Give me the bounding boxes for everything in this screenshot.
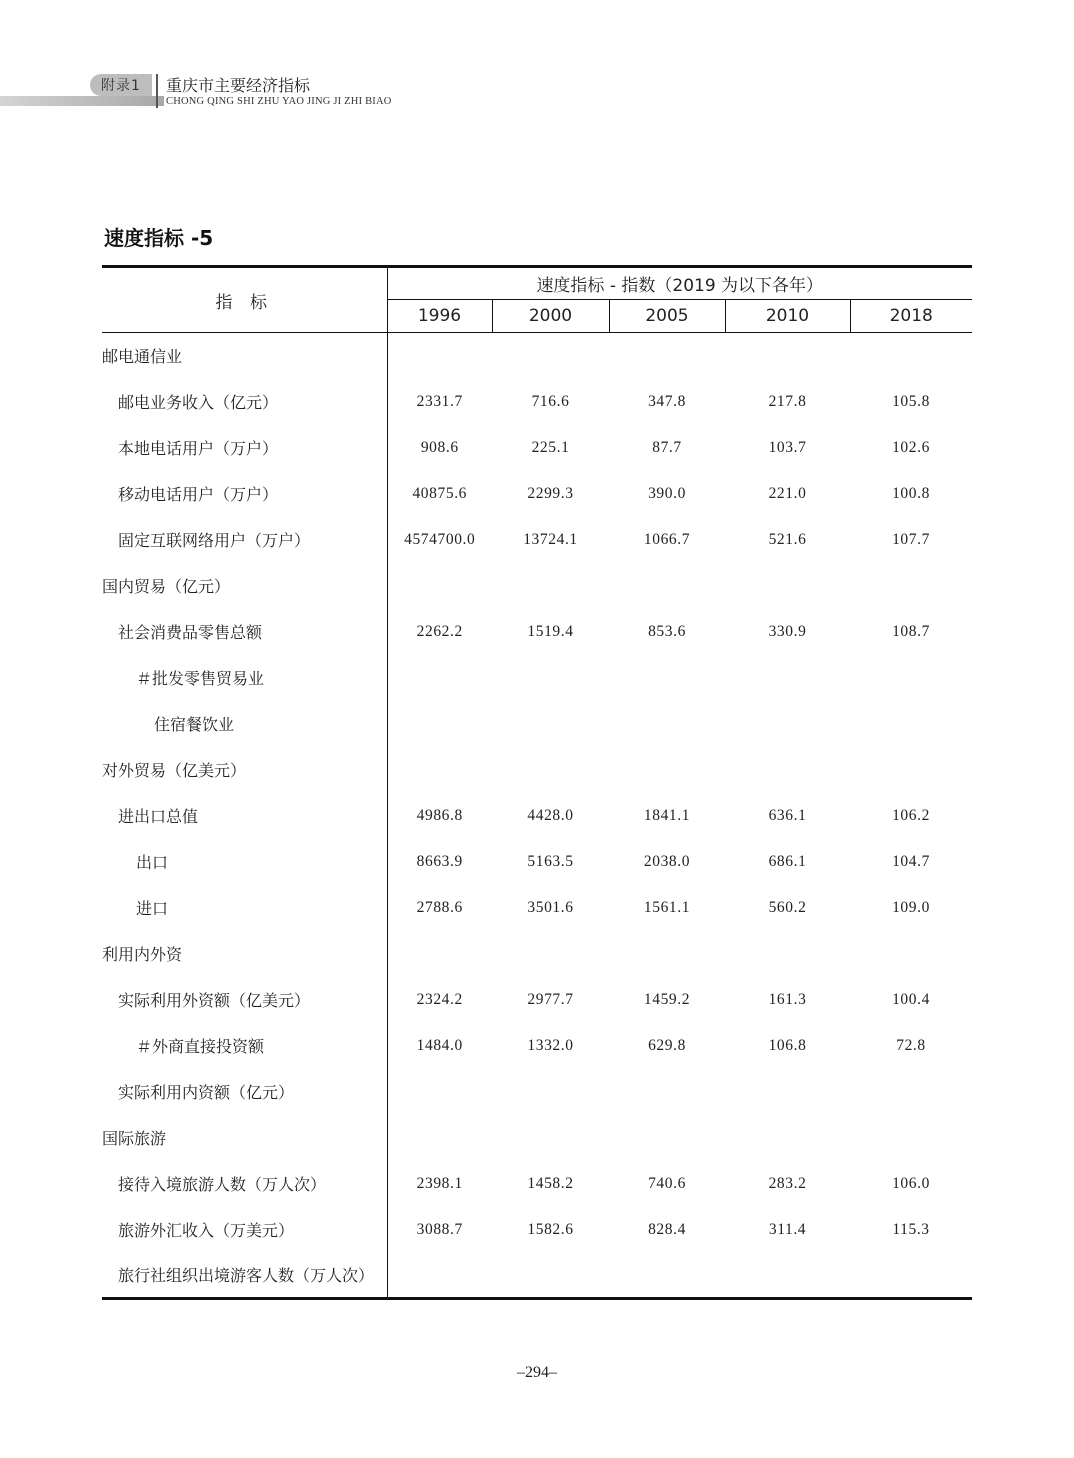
- index-value-cell: 283.2: [768, 1174, 807, 1192]
- index-value-cell: 4428.0: [527, 806, 574, 824]
- index-value-cell: 853.6: [648, 622, 686, 640]
- indicator-label: 进出口总值: [102, 793, 387, 839]
- index-value-cell: 107.7: [892, 530, 930, 548]
- index-value-cell: 13724.1: [523, 530, 578, 548]
- index-value-cell: 686.1: [768, 852, 807, 870]
- indicator-label: 国内贸易（亿元）: [102, 563, 387, 609]
- indicator-label: ＃批发零售贸易业: [102, 655, 387, 701]
- index-value-cell: 102.6: [892, 438, 930, 456]
- index-value-cell: [725, 747, 850, 793]
- index-value-cell: [850, 1115, 972, 1161]
- index-value-cell: [387, 1253, 492, 1299]
- index-value-cell: 740.6: [648, 1174, 686, 1192]
- table-row: [102, 563, 972, 609]
- index-value-cell: [609, 333, 725, 379]
- index-value-cell: [725, 1069, 850, 1115]
- running-header-title: 重庆市主要经济指标: [166, 76, 311, 95]
- index-value-cell: 2299.3: [527, 484, 574, 502]
- index-value-cell: 103.7: [768, 438, 807, 456]
- index-value-cell: [387, 655, 492, 701]
- index-value-cell: [387, 333, 492, 379]
- index-value-cell: 104.7: [892, 852, 930, 870]
- index-value-cell: 908.6: [420, 438, 459, 456]
- running-header-subtitle: CHONG QING SHI ZHU YAO JING JI ZHI BIAO: [166, 96, 392, 107]
- index-value-cell: [492, 563, 609, 609]
- index-value-cell: 521.6: [768, 530, 807, 548]
- index-value-cell: [850, 563, 972, 609]
- index-value-cell: 3088.7: [416, 1220, 463, 1238]
- index-value-cell: [492, 1069, 609, 1115]
- header-divider: [156, 74, 158, 108]
- index-value-cell: 1458.2: [527, 1174, 574, 1192]
- indicator-label: 社会消费品零售总额: [102, 609, 387, 655]
- indicator-label: 邮电业务收入（亿元）: [102, 379, 387, 425]
- speed-indicators-table: [102, 265, 972, 1300]
- index-value-cell: 2398.1: [416, 1174, 463, 1192]
- index-value-cell: 636.1: [768, 806, 807, 824]
- index-value-cell: [387, 563, 492, 609]
- index-value-cell: [492, 931, 609, 977]
- table-row: [102, 425, 972, 471]
- page-number: –294–: [517, 1364, 557, 1381]
- index-value-cell: [492, 333, 609, 379]
- table-row: [102, 839, 972, 885]
- index-value-cell: [725, 655, 850, 701]
- index-value-cell: 330.9: [768, 622, 807, 640]
- index-value-cell: 629.8: [648, 1036, 686, 1054]
- table-row: [102, 1069, 972, 1115]
- index-value-cell: 100.8: [892, 484, 930, 502]
- index-value-cell: [850, 747, 972, 793]
- index-value-cell: [850, 1253, 972, 1299]
- table-row: [102, 609, 972, 655]
- index-value-cell: [725, 333, 850, 379]
- index-value-cell: 828.4: [648, 1220, 686, 1238]
- index-value-cell: 8663.9: [416, 852, 463, 870]
- index-value-cell: 1519.4: [527, 622, 574, 640]
- table-row: [102, 747, 972, 793]
- indicator-label: 本地电话用户（万户）: [102, 425, 387, 471]
- index-value-cell: 1841.1: [643, 806, 691, 824]
- index-value-cell: [387, 701, 492, 747]
- table-row: [102, 471, 972, 517]
- table-row: [102, 1023, 972, 1069]
- table-row: [102, 793, 972, 839]
- year-header: 2000: [492, 300, 609, 333]
- index-group-header: 速度指标 - 指数（2019 为以下各年）: [387, 267, 972, 300]
- index-value-cell: 106.2: [892, 806, 930, 824]
- indicator-label: 固定互联网络用户（万户）: [102, 517, 387, 563]
- indicator-label: 国际旅游: [102, 1115, 387, 1161]
- index-value-cell: 2977.7: [527, 990, 574, 1008]
- index-value-cell: 1332.0: [527, 1036, 574, 1054]
- index-value-cell: 106.0: [892, 1174, 930, 1192]
- index-value-cell: 100.4: [892, 990, 930, 1008]
- index-value-cell: 3501.6: [527, 898, 574, 916]
- index-value-cell: [492, 747, 609, 793]
- index-value-cell: 1459.2: [643, 990, 691, 1008]
- index-value-cell: 109.0: [892, 898, 930, 916]
- table-row: [102, 1115, 972, 1161]
- index-value-cell: 225.1: [531, 438, 570, 456]
- index-value-cell: 108.7: [892, 622, 930, 640]
- index-value-cell: [725, 1253, 850, 1299]
- indicator-label: 利用内外资: [102, 931, 387, 977]
- index-value-cell: [850, 931, 972, 977]
- indicator-label: 邮电通信业: [102, 333, 387, 379]
- index-value-cell: 390.0: [648, 484, 686, 502]
- index-value-cell: 1561.1: [643, 898, 691, 916]
- index-value-cell: 2788.6: [416, 898, 463, 916]
- table-row: [102, 333, 972, 379]
- year-header: 2018: [850, 300, 972, 333]
- table-row: [102, 885, 972, 931]
- index-value-cell: 2038.0: [643, 852, 691, 870]
- index-value-cell: 2324.2: [416, 990, 463, 1008]
- index-value-cell: [492, 655, 609, 701]
- indicator-label: 移动电话用户（万户）: [102, 471, 387, 517]
- index-value-cell: [609, 931, 725, 977]
- index-value-cell: [850, 655, 972, 701]
- index-value-cell: [387, 1069, 492, 1115]
- index-value-cell: [609, 1069, 725, 1115]
- index-value-cell: [850, 1069, 972, 1115]
- index-value-cell: 1066.7: [643, 530, 691, 548]
- indicator-label: 旅游外汇收入（万美元）: [102, 1207, 387, 1253]
- index-value-cell: 105.8: [892, 392, 930, 410]
- index-value-cell: 2331.7: [416, 392, 463, 410]
- index-value-cell: [609, 701, 725, 747]
- table-row: [102, 977, 972, 1023]
- table-row: [102, 655, 972, 701]
- indicator-label: ＃外商直接投资额: [102, 1023, 387, 1069]
- index-value-cell: 716.6: [531, 392, 570, 410]
- index-value-cell: [387, 931, 492, 977]
- table-row: [102, 1253, 972, 1299]
- index-value-cell: [725, 701, 850, 747]
- index-value-cell: 72.8: [896, 1036, 926, 1054]
- year-header: 2005: [609, 300, 725, 333]
- indicator-label: 进口: [102, 885, 387, 931]
- table-row: [102, 1207, 972, 1253]
- index-value-cell: [492, 1253, 609, 1299]
- index-value-cell: [609, 563, 725, 609]
- index-value-cell: [609, 747, 725, 793]
- index-value-cell: 4986.8: [416, 806, 463, 824]
- header-decor-bar: [0, 96, 164, 106]
- index-value-cell: [725, 931, 850, 977]
- index-value-cell: [850, 333, 972, 379]
- index-value-cell: [609, 1253, 725, 1299]
- indicator-label: 接待入境旅游人数（万人次）: [102, 1161, 387, 1207]
- index-value-cell: [492, 701, 609, 747]
- index-value-cell: 221.0: [768, 484, 807, 502]
- index-value-cell: 217.8: [768, 392, 807, 410]
- index-value-cell: 161.3: [768, 990, 807, 1008]
- indicator-label: 实际利用内资额（亿元）: [102, 1069, 387, 1115]
- section-title: 速度指标 -5: [104, 226, 214, 250]
- table-row: [102, 931, 972, 977]
- year-header: 2010: [725, 300, 850, 333]
- table-row: [102, 379, 972, 425]
- index-value-cell: 1582.6: [527, 1220, 574, 1238]
- index-value-cell: 40875.6: [412, 484, 468, 502]
- indicator-label: 实际利用外资额（亿美元）: [102, 977, 387, 1023]
- index-value-cell: 560.2: [768, 898, 807, 916]
- index-value-cell: 5163.5: [527, 852, 574, 870]
- index-value-cell: [387, 1115, 492, 1161]
- indicator-label: 出口: [102, 839, 387, 885]
- index-value-cell: 1484.0: [416, 1036, 463, 1054]
- table-row: [102, 1161, 972, 1207]
- indicator-label: 住宿餐饮业: [102, 701, 387, 747]
- indicator-label: 对外贸易（亿美元）: [102, 747, 387, 793]
- index-value-cell: [725, 563, 850, 609]
- index-value-cell: [725, 1115, 850, 1161]
- index-value-cell: [609, 1115, 725, 1161]
- index-value-cell: 115.3: [892, 1220, 930, 1238]
- table-row: [102, 517, 972, 563]
- index-value-cell: [387, 747, 492, 793]
- index-value-cell: 87.7: [652, 438, 682, 456]
- year-header: 1996: [387, 300, 492, 333]
- indicator-column-header: 指 标: [102, 267, 387, 333]
- table-row: [102, 701, 972, 747]
- indicator-label: 旅行社组织出境游客人数（万人次）: [102, 1253, 387, 1299]
- index-value-cell: [850, 701, 972, 747]
- index-value-cell: 347.8: [648, 392, 686, 410]
- index-value-cell: 311.4: [768, 1220, 807, 1238]
- index-value-cell: 106.8: [768, 1036, 807, 1054]
- index-value-cell: [609, 655, 725, 701]
- index-value-cell: 4574700.0: [404, 530, 476, 548]
- index-value-cell: [492, 1115, 609, 1161]
- appendix-badge: 附录1: [90, 74, 152, 96]
- index-value-cell: 2262.2: [416, 622, 463, 640]
